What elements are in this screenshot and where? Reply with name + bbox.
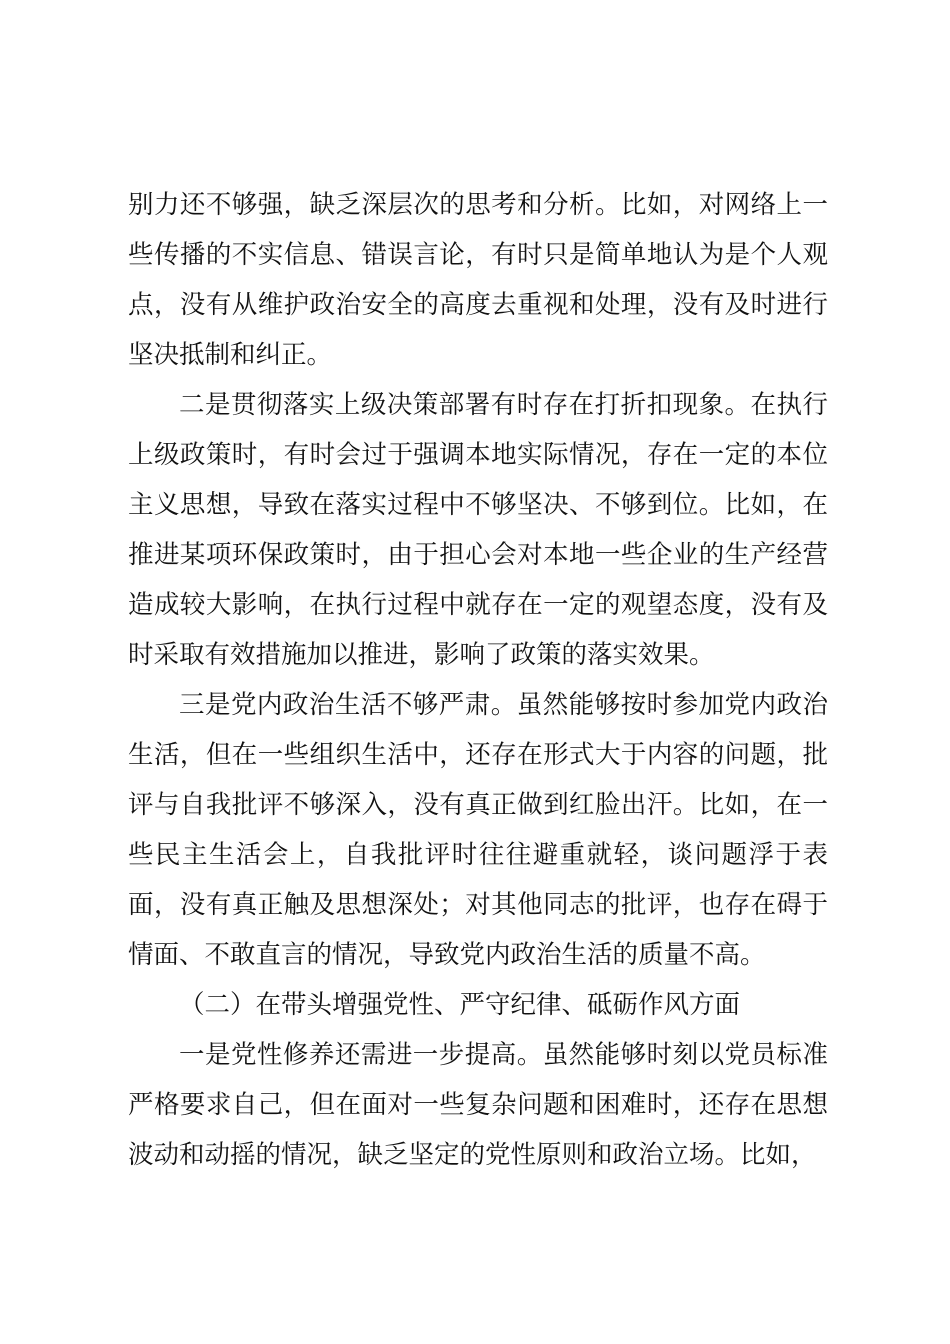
paragraph-point-two: 二是贯彻落实上级决策部署有时存在打折扣现象。在执行上级政策时，有时会过于强调本地实际情况，存在一定的本位主义思想，导致在落实过程中不够坚决、不够到位。比如，在推进某项环保政策时，由于担心会对本地一些企业的生产经营造成较大影响，在执行过程中就存在一定的观望态度，没有及时采取有效措施加以推进，影响了政策的落实效果。 — [128, 390, 828, 670]
section-heading: （二）在带头增强党性、严守纪律、砥砺作风方面 — [179, 990, 741, 1020]
paragraph-point-one: 一是党性修养还需进一步提高。虽然能够时刻以党员标准严格要求自己，但在面对一些复杂问题和困难时，还存在思想波动和动摇的情况，缺乏坚定的党性原则和政治立场。比如， — [128, 1040, 828, 1170]
document-body — [128, 180, 828, 1180]
paragraph-point-three: 三是党内政治生活不够严肃。虽然能够按时参加党内政治生活，但在一些组织生活中，还存在形式大于内容的问题，批评与自我批评不够深入，没有真正做到红脸出汗。比如，在一些民主生活会上，自我批评时往往避重就轻，谈问题浮于表面，没有真正触及思想深处；对其他同志的批评，也存在碍于情面、不敢直言的情况，导致党内政治生活的质量不高。 — [128, 690, 828, 970]
paragraph-continuation: 别力还不够强，缺乏深层次的思考和分析。比如，对网络上一些传播的不实信息、错误言论，有时只是简单地认为是个人观点，没有从维护政治安全的高度去重视和处理，没有及时进行坚决抵制和纠正。 — [128, 190, 828, 370]
